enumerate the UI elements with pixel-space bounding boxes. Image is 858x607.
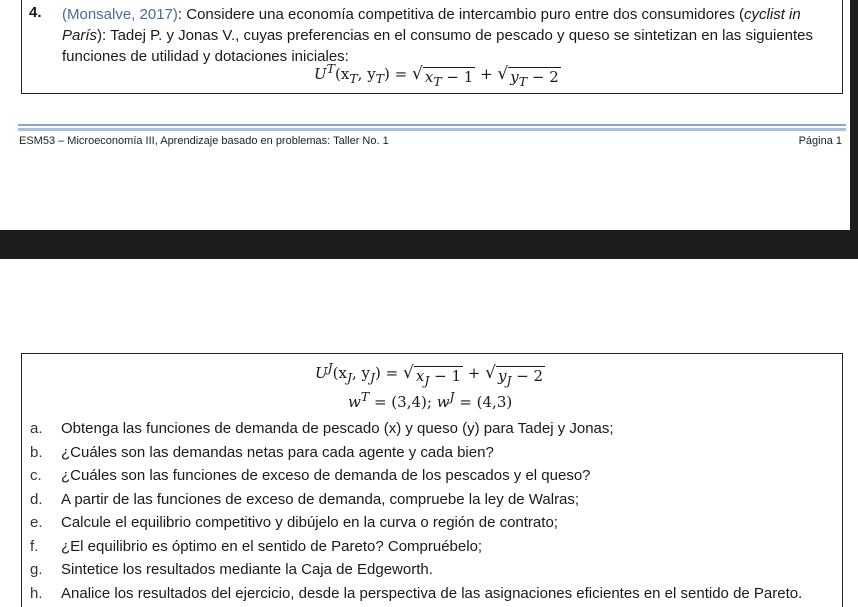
citation: (Monsalve, 2017) <box>62 6 178 23</box>
sub-question-list <box>22 418 842 606</box>
footer-page-number: Página 1 <box>798 135 842 147</box>
statement-part2: ): Tadej P. y Jonas V., cuyas preferencias en el consumo de pescado y queso se sintetizan en las siguientes funciones de utilidad y dotaciones iniciales: <box>62 27 814 65</box>
sub-question: h. Analice los resultados del ejercicio, desde la perspectiva de las asignaciones eficientes en el sentido de Pareto. <box>30 584 803 602</box>
sqrt-y-term: √ $y_J - 2$ <box>485 363 544 388</box>
question-box-continued <box>21 353 843 607</box>
sub-question: a. Obtenga las funciones de demanda de pescado (x) y queso (y) para Tadej y Jonas; <box>30 420 614 437</box>
page-edge-bar <box>850 0 858 230</box>
sub-question: c. ¿Cuáles son las funciones de exceso de demanda de los pescados y el queso? <box>30 467 591 484</box>
statement-part1: : Considere una economía competitiva de intercambio puro entre dos consumidores ( <box>177 6 745 23</box>
sub-question: e. Calcule el equilibrio competitivo y dibújelo en la curva o región de contrato; <box>30 514 558 531</box>
question-box-top <box>21 0 843 94</box>
footer-rule-dark <box>18 124 846 126</box>
question-number: 4. <box>29 4 42 21</box>
sqrt-x-term: √ $x_T - 1$ <box>412 64 474 89</box>
footer-rule-light <box>18 128 846 131</box>
utility-function-jonas: $U^J(x_J$, $y_J$) = √ $x_J - 1$ + √ $y_J - 2$ <box>315 360 544 388</box>
utility-function-tadej: $U^T(x_T$, $y_T$) = √ $x_T - 1$ + √ $y_T - 2$ <box>314 61 559 89</box>
sub-question: g. Sintetice los resultados mediante la Caja de Edgeworth. <box>30 561 433 578</box>
sub-question: f. ¿El equilibrio es óptimo en el sentido de Pareto? Compruébelo; <box>30 537 483 555</box>
question-statement <box>62 4 834 67</box>
sub-question: d. A partir de las funciones de exceso de demanda, compruebe la ley de Walras; <box>30 490 580 508</box>
footer-course-title: ESM53 – Microeconomía III, Aprendizaje basado en problemas: Taller No. 1 <box>19 135 389 147</box>
sub-question: b. ¿Cuáles son las demandas netas para cada agente y cada bien? <box>30 443 494 461</box>
page-separator <box>0 230 858 259</box>
initial-endowments: $w^T = (3,4)$; $w^J = (4,3)$ <box>348 389 513 411</box>
sqrt-x-term: √ $x_J - 1$ <box>403 363 461 388</box>
statement-italic: cyclist in París <box>62 6 801 44</box>
sqrt-y-term: √ $y_T - 2$ <box>497 64 559 89</box>
